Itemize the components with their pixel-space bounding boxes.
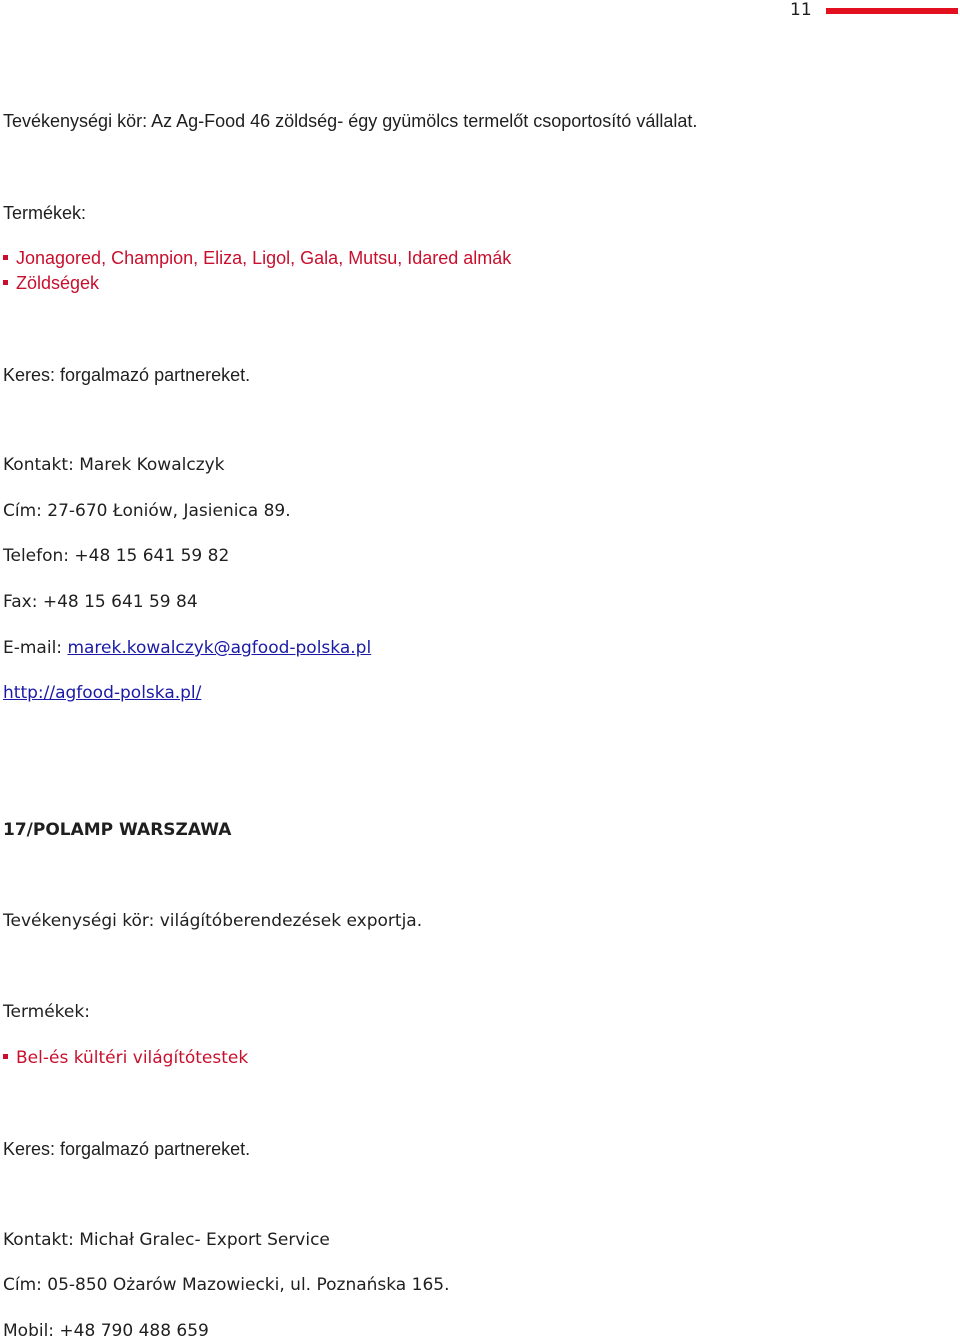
bullet-icon [3,280,8,285]
address: Cím: 27-670 Łoniów, Jasienica 89. [3,501,291,521]
search-text: Keres: forgalmazó partnereket. [3,365,251,385]
bullet-icon [3,1054,8,1059]
address: Cím: 05-850 Ożarów Mazowiecki, ul. Poznańska 165. [3,1275,450,1295]
phone: Telefon: +48 15 641 59 82 [3,546,230,566]
product-item: Jonagored, Champion, Eliza, Ligol, Gala, Mutsu, Idared almák [3,247,511,269]
page-number: 11 [790,0,812,20]
email-label: E-mail: [3,638,68,658]
contact-person: Kontakt: Marek Kowalczyk [3,455,225,475]
email-line [3,637,371,659]
website-line [3,682,201,704]
fax: Fax: +48 15 641 59 84 [3,592,198,612]
product-item: Bel-és kültéri világítótestek [3,1047,248,1069]
product-item: Zöldségek [3,272,99,294]
bullet-icon [3,255,8,260]
header-accent-bar [826,8,958,14]
contact-person: Kontakt: Michał Gralec- Export Service [3,1230,330,1250]
activity-text: Tevékenységi kör: Az Ag-Food 46 zöldség- égy gyümölcs termelőt csoportosító vállalat. [3,111,698,131]
mobile: Mobil: +48 790 488 659 [3,1321,209,1341]
website-link[interactable]: http://agfood-polska.pl/ [3,683,202,703]
company-title: 17/POLAMP WARSZAWA [3,820,232,840]
search-text: Keres: forgalmazó partnereket. [3,1139,251,1159]
products-label: Termékek: [3,1002,90,1022]
products-label: Termékek: [3,203,87,223]
activity-text: Tevékenységi kör: világítóberendezések exportja. [3,911,423,931]
email-link[interactable]: marek.kowalczyk@agfood-polska.pl [67,638,372,658]
